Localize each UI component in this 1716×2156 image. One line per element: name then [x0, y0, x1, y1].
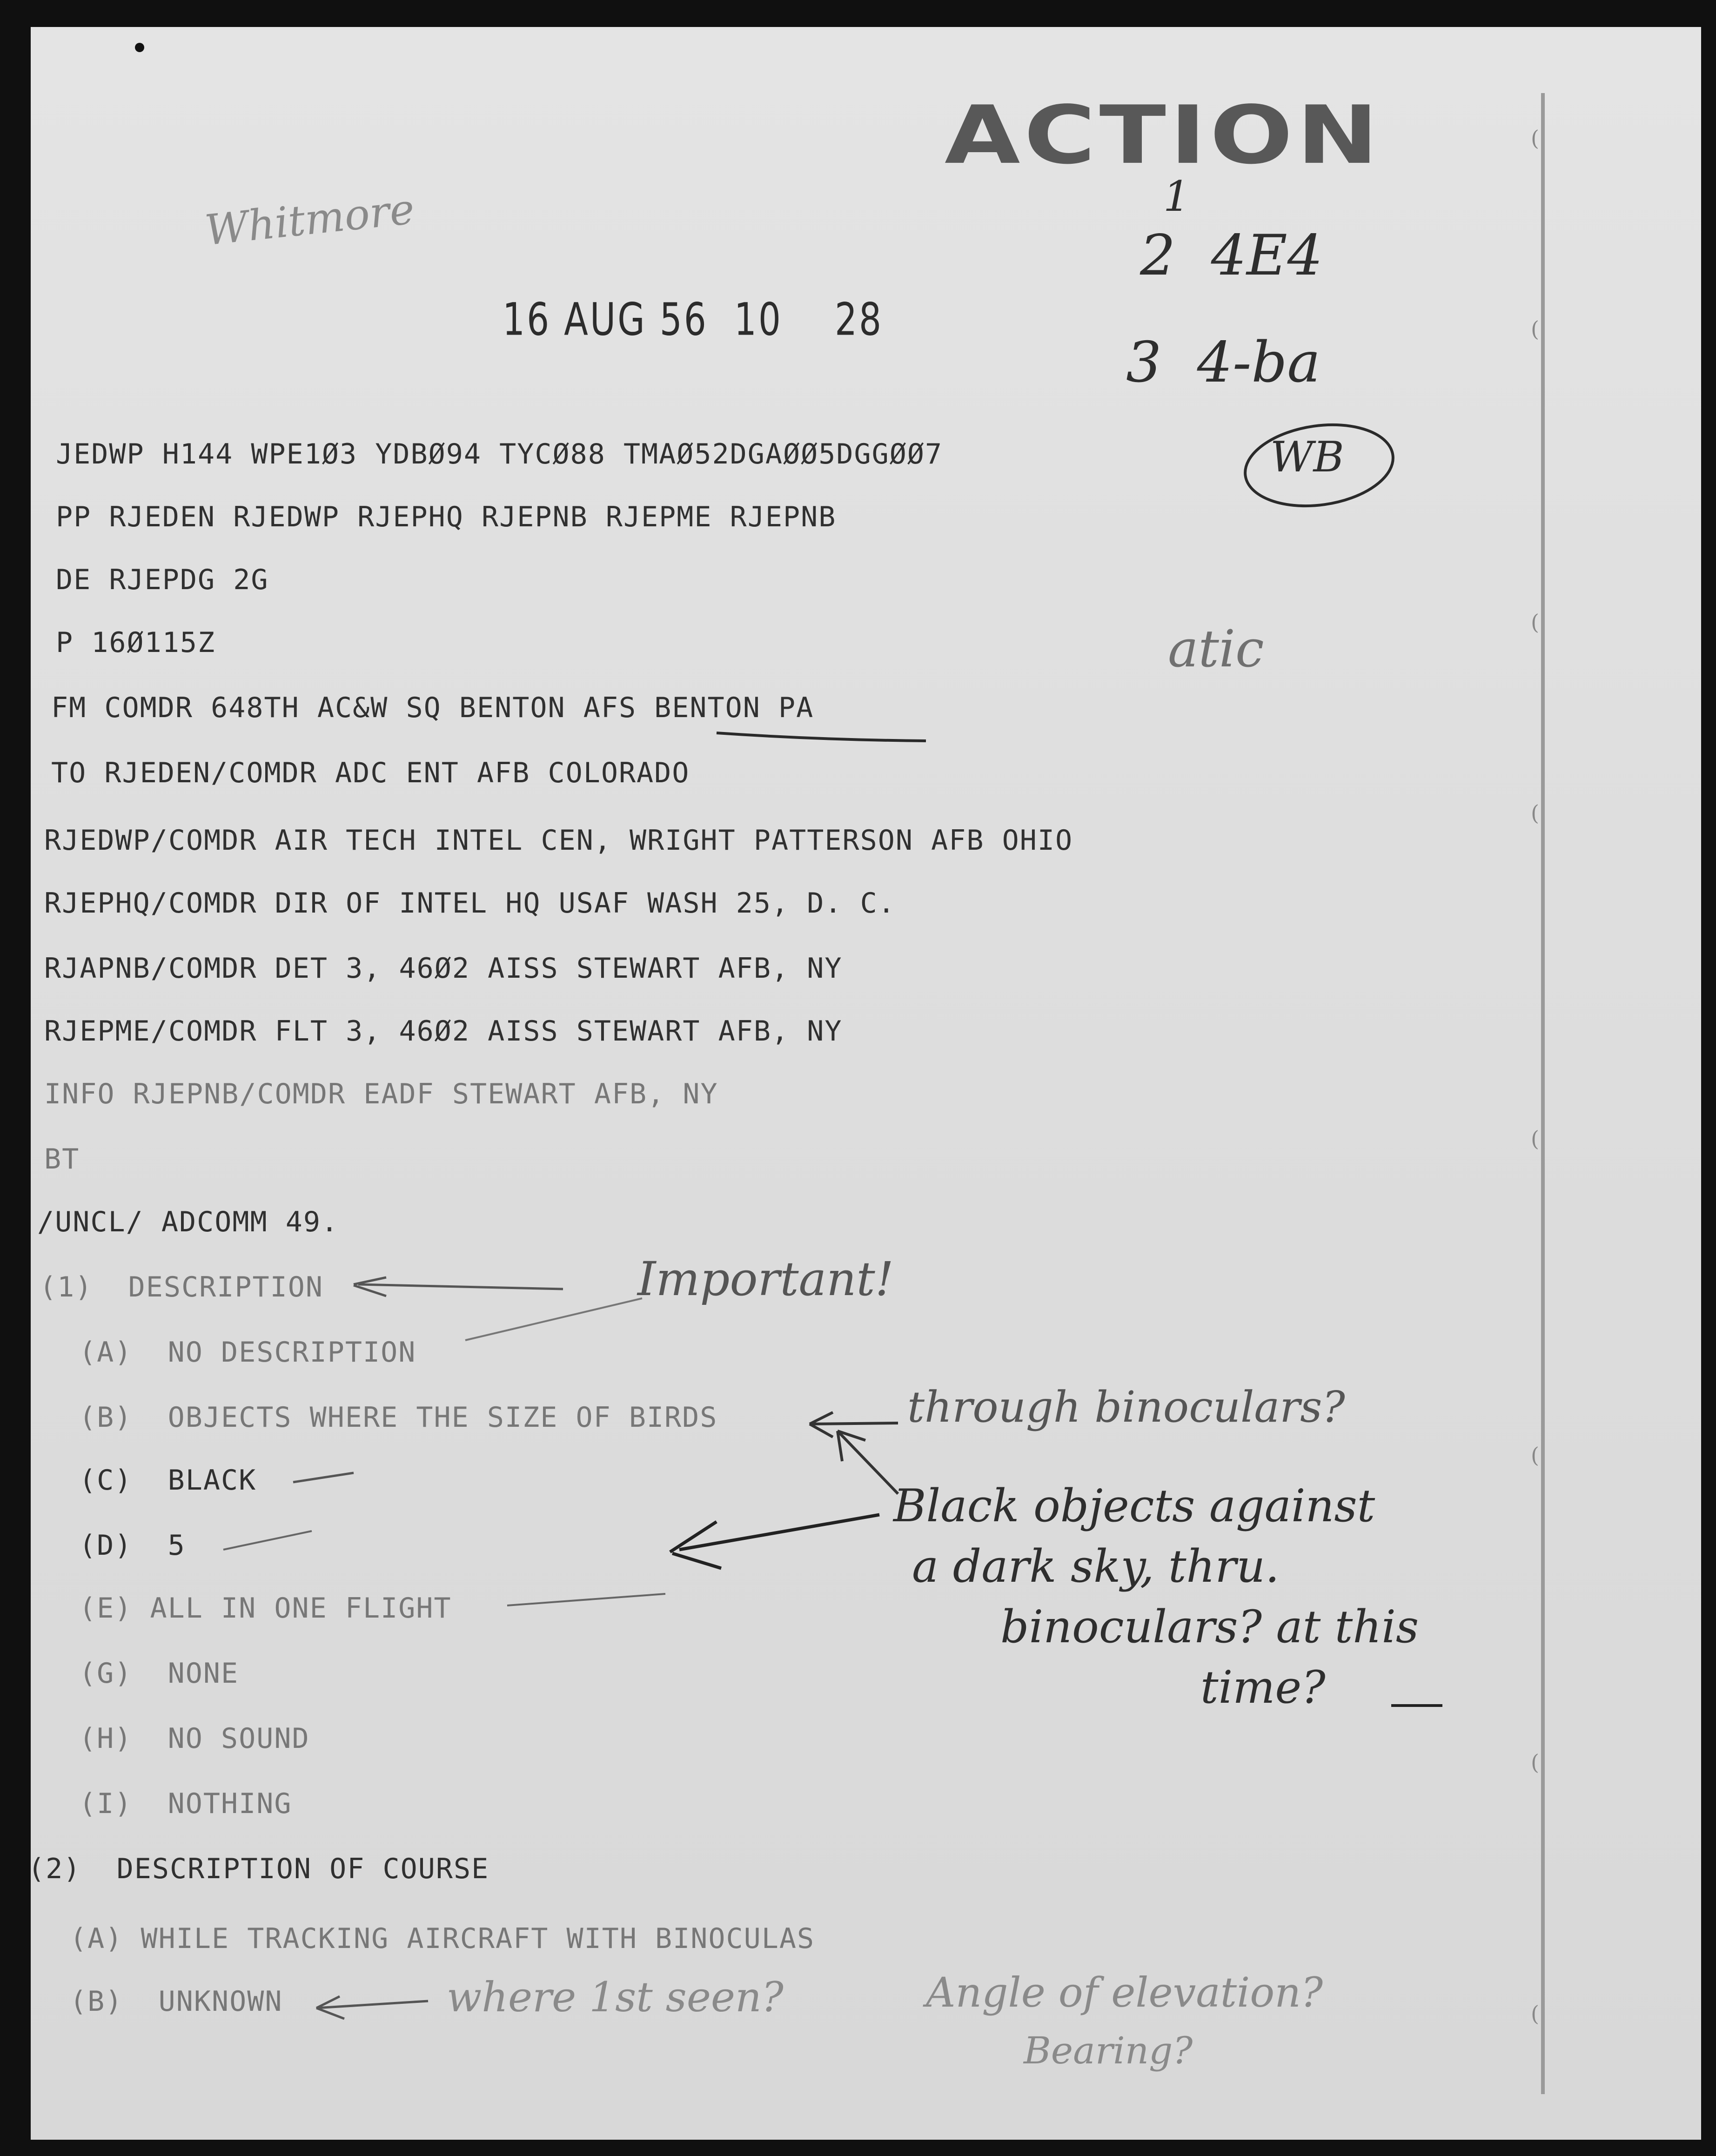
handwritten-black-note-1: Black objects against	[893, 1480, 1375, 1532]
handwritten-note-2: 2 4E4	[1140, 223, 1323, 288]
to-line-5: RJEPME/COMDR FLT 3, 46Ø2 AISS STEWART AFB, NY	[44, 1015, 843, 1048]
section2-item-a: (A) WHILE TRACKING AIRCRAFT WITH BINOCULAS	[70, 1922, 815, 1955]
margin-mark: (	[1531, 610, 1539, 635]
to-line-4: RJAPNB/COMDR DET 3, 46Ø2 AISS STEWART AFB, NY	[44, 952, 843, 985]
handwritten-where-seen: where 1st seen?	[447, 1973, 784, 2021]
section1-item-g: (G) NONE	[79, 1657, 239, 1690]
handwritten-note-3: 3 4-ba	[1126, 330, 1321, 395]
routing-line-4: P 16Ø115Z	[56, 626, 216, 659]
section1-item-b: (B) OBJECTS WHERE THE SIZE OF BIRDS	[79, 1401, 718, 1434]
section1-item-h: (H) NO SOUND	[79, 1722, 310, 1755]
margin-mark: (	[1531, 2001, 1539, 2026]
margin-mark: (	[1531, 126, 1539, 151]
margin-mark: (	[1531, 1443, 1539, 1468]
info-line: INFO RJEPNB/COMDR EADF STEWART AFB, NY	[44, 1078, 718, 1110]
circled-initials: WB	[1270, 433, 1344, 482]
handwritten-through-binoculars: through binoculars?	[907, 1382, 1345, 1432]
handwritten-important: Important!	[637, 1252, 894, 1306]
subject-line: /UNCL/ ADCOMM 49.	[37, 1206, 339, 1238]
to-line-1: TO RJEDEN/COMDR ADC ENT AFB COLORADO	[51, 757, 690, 789]
to-line-3: RJEPHQ/COMDR DIR OF INTEL HQ USAF WASH 25, D. C.	[44, 887, 896, 920]
section1-heading: (1) DESCRIPTION	[40, 1271, 323, 1303]
date-time-stamp: 16 AUG 56 10 28	[503, 293, 884, 346]
handwritten-black-note-2: a dark sky, thru.	[912, 1540, 1280, 1592]
handwritten-note-1: 1	[1163, 172, 1190, 221]
handwritten-black-note-4: time?	[1200, 1661, 1326, 1713]
section1-item-c: (C) BLACK	[79, 1464, 257, 1497]
bt-line: BT	[44, 1143, 80, 1175]
action-stamp: ACTION	[945, 88, 1382, 182]
margin-mark: (	[1531, 316, 1539, 342]
routing-line-1: JEDWP H144 WPE1Ø3 YDBØ94 TYCØ88 TMAØ52DGAØØ5DGGØØ7	[56, 438, 943, 470]
section1-item-i: (I) NOTHING	[79, 1787, 292, 1820]
routing-line-2: PP RJEDEN RJEDWP RJEPHQ RJEPNB RJEPME RJEPNB	[56, 501, 837, 533]
to-line-2: RJEDWP/COMDR AIR TECH INTEL CEN, WRIGHT PATTERSON AFB OHIO	[44, 824, 1073, 857]
section1-item-d: (D) 5	[79, 1529, 186, 1562]
handwritten-black-note-3: binoculars? at this	[1000, 1601, 1419, 1653]
margin-mark: (	[1531, 1126, 1539, 1151]
section2-heading: (2) DESCRIPTION OF COURSE	[28, 1853, 489, 1885]
from-line: FM COMDR 648TH AC&W SQ BENTON AFS BENTON PA	[51, 692, 814, 724]
handwritten-name: Whitmore	[202, 184, 417, 255]
section2-item-b: (B) UNKNOWN	[70, 1985, 283, 2018]
margin-mark: (	[1531, 1750, 1539, 1775]
margin-mark: (	[1531, 800, 1539, 826]
handwritten-angle: Angle of elevation?	[926, 1968, 1323, 2016]
handwritten-atic: atic	[1168, 619, 1264, 678]
handwritten-bearing: Bearing?	[1024, 2029, 1193, 2072]
section1-item-a: (A) NO DESCRIPTION	[79, 1336, 416, 1369]
routing-line-3: DE RJEPDG 2G	[56, 564, 269, 596]
section1-item-e: (E) ALL IN ONE FLIGHT	[79, 1592, 452, 1625]
